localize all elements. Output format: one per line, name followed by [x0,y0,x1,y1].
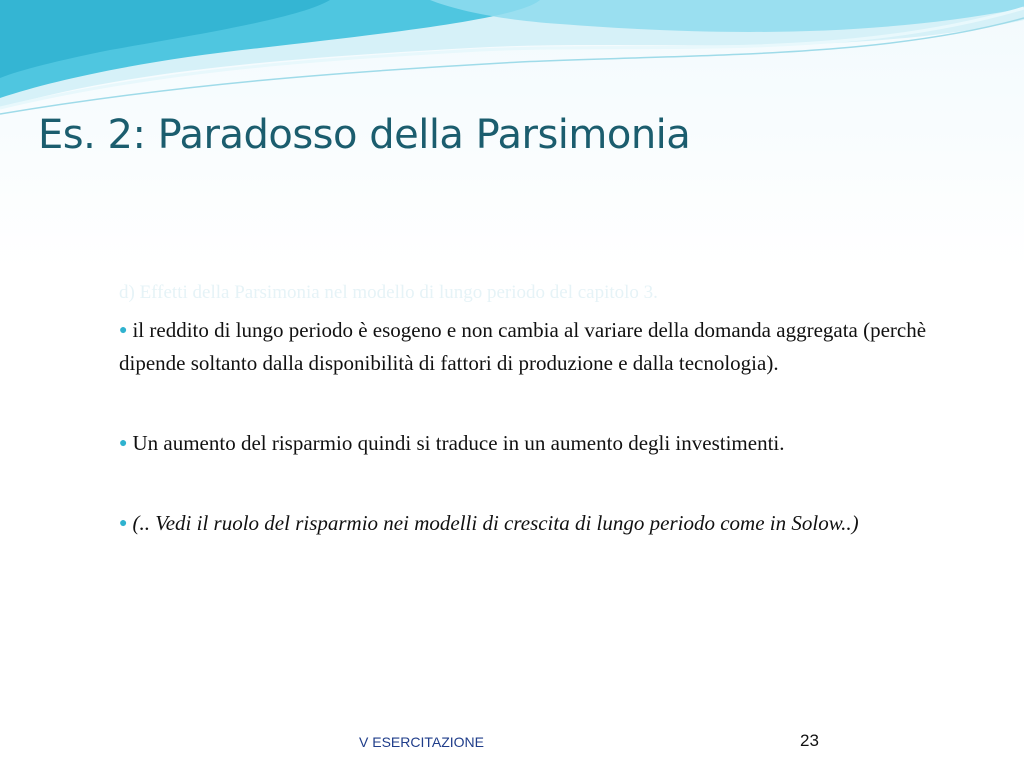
bullet-item [119,314,949,380]
bullet-text: Un aumento del risparmio quindi si traduce in un aumento degli investimenti. [132,431,785,455]
bullet-item [119,507,949,540]
slide-subtitle: d) Effetti della Parsimonia nel modello di lungo periodo del capitolo 3. [119,282,658,303]
bullet-dot-icon: ● [119,436,128,451]
bullet-item [119,427,949,460]
wave-header-decoration [0,0,1024,120]
bullet-text: il reddito di lungo periodo è esogeno e non cambia al variare della domanda aggregata (perchè dipende soltanto dalla disponibilità di fattori di produzione e dalla tecnologia). [119,318,927,375]
bullet-dot-icon: ● [119,323,128,338]
bullet-dot-icon: ● [119,516,128,531]
bullet-text: (.. Vedi il ruolo del risparmio nei modelli di crescita di lungo periodo come in Solow..) [132,511,859,535]
slide-title: Es. 2: Paradosso della Parsimonia [38,112,691,158]
footer-label: V ESERCITAZIONE [359,734,484,750]
slide-content [119,282,949,587]
page-number: 23 [800,731,819,750]
